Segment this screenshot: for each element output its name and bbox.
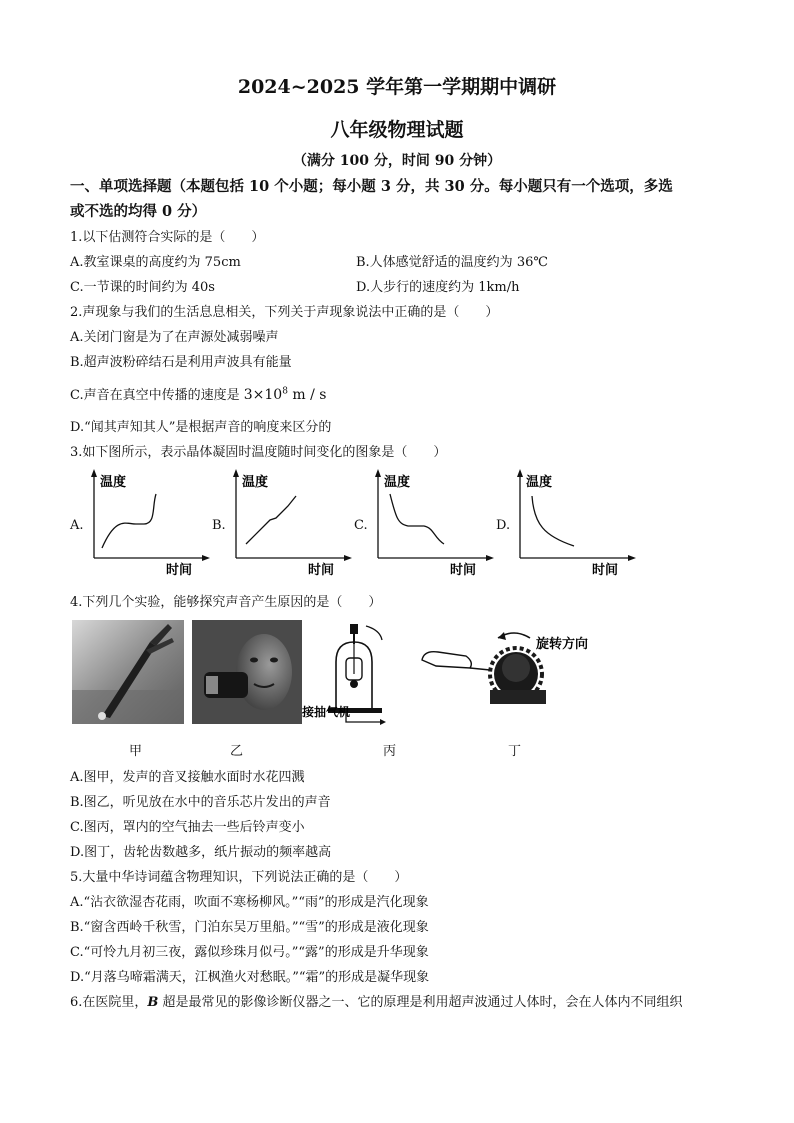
- graph-b-label: B.: [212, 518, 226, 533]
- graph-d-ylabel: 温度: [526, 475, 553, 490]
- q5-option-b: B.“窗含西岭千秋雪，门泊东吴万里船。”“雪”的形成是液化现象: [70, 920, 429, 935]
- figure-ding-gear-card: [414, 626, 604, 716]
- exam-info: （满分 100 分，时间 90 分钟）: [292, 153, 502, 169]
- graph-c-ylabel: 温度: [384, 475, 411, 490]
- q2-option-c-unit: m / s: [287, 387, 327, 403]
- graph-c-curve: [390, 494, 444, 544]
- graph-d-curve: [532, 496, 574, 546]
- photo-jia-tuning-fork: [72, 620, 184, 724]
- q1-option-d: D.人步行的速度约为 1km/h: [356, 280, 520, 295]
- q6-rest: 超是最常见的影像诊断仪器之一、它的原理是利用超声波通过人体时，会在人体内不同组织: [158, 995, 683, 1010]
- q2-option-c-prefix: C.声音在真空中传播的速度是: [70, 388, 244, 403]
- section-heading-line1: 一、单项选择题（本题包括 10 个小题；每小题 3 分，共 30 分。每小题只有一个选项，多选: [70, 178, 673, 195]
- graph-a-curve: [102, 494, 156, 548]
- section-heading-line2: 或不选的均得 0 分）: [70, 203, 207, 220]
- q4-option-d: D.图丁，齿轮齿数越多，纸片振动的频率越高: [70, 845, 332, 860]
- graph-c: [368, 466, 498, 578]
- exam-title: 2024~2025 学年第一学期期中调研: [237, 76, 557, 98]
- caption-yi: 乙: [230, 744, 244, 759]
- q4-stem: 4.下列几个实验，能够探究声音产生原因的是（ ）: [70, 595, 382, 610]
- figure-bing-bell-jar: [296, 622, 406, 728]
- q6-italic-b: B: [147, 995, 159, 1010]
- graph-a-xlabel: 时间: [166, 563, 193, 578]
- caption-ding: 丁: [508, 744, 522, 759]
- q4-option-b: B.图乙，听见放在水中的音乐芯片发出的声音: [70, 795, 331, 810]
- caption-bing: 丙: [383, 744, 397, 759]
- graph-a-label: A.: [70, 518, 84, 533]
- graph-a-ylabel: 温度: [100, 475, 127, 490]
- exam-subtitle: 八年级物理试题: [330, 119, 464, 141]
- q5-option-d: D.“月落乌啼霜满天，江枫渔火对愁眠。”“霜”的形成是凝华现象: [70, 970, 430, 985]
- q6-prefix: 6.在医院里，: [70, 995, 148, 1010]
- q2-option-b: B.超声波粉碎结石是利用声波具有能量: [70, 355, 292, 370]
- graph-b-ylabel: 温度: [242, 475, 269, 490]
- q6-stem: [70, 991, 683, 1010]
- graph-d-xlabel: 时间: [592, 563, 619, 578]
- q2-stem: 2.声现象与我们的生活息息相关，下列关于声现象说法中正确的是（ ）: [70, 305, 499, 320]
- q2-option-c-exp: 8: [282, 386, 288, 397]
- q2-option-a: A.关闭门窗是为了在声源处减弱噪声: [70, 330, 279, 345]
- pump-label: 接抽气机: [302, 705, 351, 719]
- graph-c-label: C.: [354, 518, 368, 533]
- q1-option-c: C.一节课的时间约为 40s: [70, 280, 215, 295]
- graph-b-xlabel: 时间: [308, 563, 335, 578]
- graph-c-xlabel: 时间: [450, 563, 477, 578]
- q1-stem: 1.以下估测符合实际的是（ ）: [70, 230, 265, 245]
- q1-option-b: B.人体感觉舒适的温度约为 36℃: [356, 255, 548, 270]
- q5-option-c: C.“可怜九月初三夜，露似珍珠月似弓。”“露”的形成是升华现象: [70, 945, 429, 960]
- q3-stem: 3.如下图所示，表示晶体凝固时温度随时间变化的图象是（ ）: [70, 445, 447, 460]
- q4-option-a: A.图甲，发声的音叉接触水面时水花四溅: [70, 770, 305, 785]
- graph-d: [510, 466, 640, 578]
- rotate-direction-label: 旋转方向: [536, 637, 589, 652]
- q5-stem: 5.大量中华诗词蕴含物理知识，下列说法正确的是（ ）: [70, 870, 408, 885]
- graph-a: [84, 466, 214, 578]
- q2-option-c-value: 3×10: [243, 387, 283, 403]
- q5-option-a: A.“沾衣欲湿杏花雨，吹面不寒杨柳风。”“雨”的形成是汽化现象: [70, 895, 429, 910]
- q1-option-a: A.教室课桌的高度约为 75cm: [70, 255, 241, 270]
- q2-option-d: D.“闻其声知其人”是根据声音的响度来区分的: [70, 420, 332, 435]
- graph-d-label: D.: [496, 518, 511, 533]
- caption-jia: 甲: [129, 744, 143, 759]
- q2-option-c: [70, 384, 326, 403]
- graph-b: [226, 466, 356, 578]
- graph-b-curve: [246, 496, 296, 544]
- q4-option-c: C.图丙，罩内的空气抽去一些后铃声变小: [70, 820, 305, 835]
- photo-yi-music-chip: [192, 620, 302, 724]
